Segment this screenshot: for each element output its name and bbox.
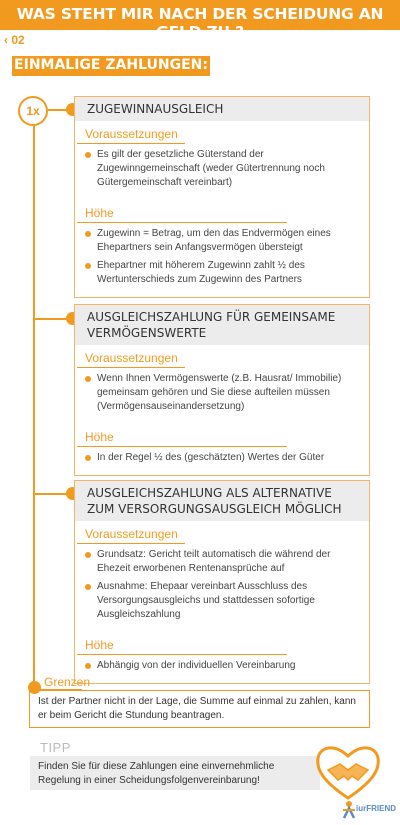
bullet-list bbox=[75, 543, 369, 632]
tipp-label: TIPP bbox=[40, 740, 71, 755]
section-banner bbox=[12, 56, 210, 76]
bullet-list bbox=[75, 367, 369, 424]
list-item: Abhängig von der individuellen Vereinbarung bbox=[97, 659, 359, 673]
card-title: AUSGLEICHSZAHLUNG ALS ALTERNATIVE ZUM VERSORGUNGSAUSGLEICH MÖGLICH bbox=[75, 481, 369, 521]
group-label-text: Höhe bbox=[85, 206, 114, 220]
group-underline bbox=[77, 143, 185, 144]
group-label bbox=[85, 345, 369, 367]
list-item: Grundsatz: Gericht teilt automatisch die während der Ehezeit erworbenen Rentenansprüche auf bbox=[97, 548, 359, 576]
list-item: Ausnahme: Ehepaar vereinbart Ausschluss des Versorgungsausgleichs und stattdessen sofortige Ausgleichszahlung bbox=[97, 580, 359, 622]
group-label-text: Voraussetzungen bbox=[85, 527, 178, 541]
list-item: Wenn Ihnen Vermögenswerte (z.B. Hausrat/ Immobilie) gemeinsam gehören und Sie diese aufteilen müssen (Vermögensauseinandersetzung) bbox=[97, 372, 359, 414]
list-item: Ehepartner mit höherem Zugewinn zahlt ½ des Wertunterschieds zum Zugewinn des Partners bbox=[97, 259, 359, 287]
group-label bbox=[85, 521, 369, 543]
tipp-box bbox=[30, 756, 320, 790]
group-label bbox=[85, 424, 369, 446]
card-title: AUSGLEICHSZAHLUNG FÜR GEMEINSAME VERMÖGENSWERTE bbox=[75, 305, 369, 345]
group-underline bbox=[77, 543, 185, 544]
bullet-list bbox=[75, 446, 369, 475]
card-title: ZUGEWINNAUSGLEICH bbox=[75, 97, 369, 121]
logo-text: iurFRIEND bbox=[356, 804, 396, 813]
timeline-line bbox=[33, 116, 35, 686]
list-item: Es gilt der gesetzliche Güterstand der Zugewinngemeinschaft (weder Gütertrennung noch Gütergemeinschaft vereinbart) bbox=[97, 148, 359, 190]
grenzen-box bbox=[29, 690, 370, 728]
group-label bbox=[85, 632, 369, 654]
card-versorgungsausgleich bbox=[74, 480, 370, 684]
card-zugewinnausgleich bbox=[74, 96, 370, 298]
page-title: WAS STEHT MIR NACH DER SCHEIDUNG AN GELD ZU ? bbox=[16, 5, 384, 41]
bullet-list bbox=[75, 654, 369, 683]
group-label-text: Höhe bbox=[85, 430, 114, 444]
group-underline bbox=[77, 222, 287, 223]
card-gemeinsame-vermoegenswerte bbox=[74, 304, 370, 476]
group-label-text: Voraussetzungen bbox=[85, 127, 178, 141]
list-item: In der Regel ½ des (geschätzten) Wertes der Güter bbox=[97, 451, 359, 465]
group-label-text: Höhe bbox=[85, 638, 114, 652]
group-underline bbox=[77, 367, 185, 368]
list-item: Zugewinn = Betrag, um den das Endvermögen eines Ehepartners sein Anfangsvermögen übersteigt bbox=[97, 227, 359, 255]
group-underline bbox=[77, 446, 287, 447]
tipp-text: Finden Sie für diese Zahlungen eine einvernehmliche Regelung in einer Scheidungsfolgenvereinbarung! bbox=[38, 761, 275, 786]
bullet-list bbox=[75, 143, 369, 200]
grenzen-label: Grenzen bbox=[44, 675, 91, 689]
bullet-list bbox=[75, 222, 369, 297]
group-label-text: Voraussetzungen bbox=[85, 351, 178, 365]
once-circle-icon: 1x bbox=[18, 96, 48, 126]
group-underline bbox=[77, 654, 287, 655]
page-number[interactable]: ‹ 02 bbox=[4, 33, 25, 47]
group-label bbox=[85, 121, 369, 143]
section-title: EINMALIGE ZAHLUNGEN: bbox=[14, 57, 208, 73]
grenzen-text: Ist der Partner nicht in der Lage, die Summe auf einmal zu zahlen, kann er beim Gericht die Stundung beantragen. bbox=[38, 696, 356, 721]
handshake-heart-icon bbox=[314, 740, 382, 802]
group-label bbox=[85, 200, 369, 222]
